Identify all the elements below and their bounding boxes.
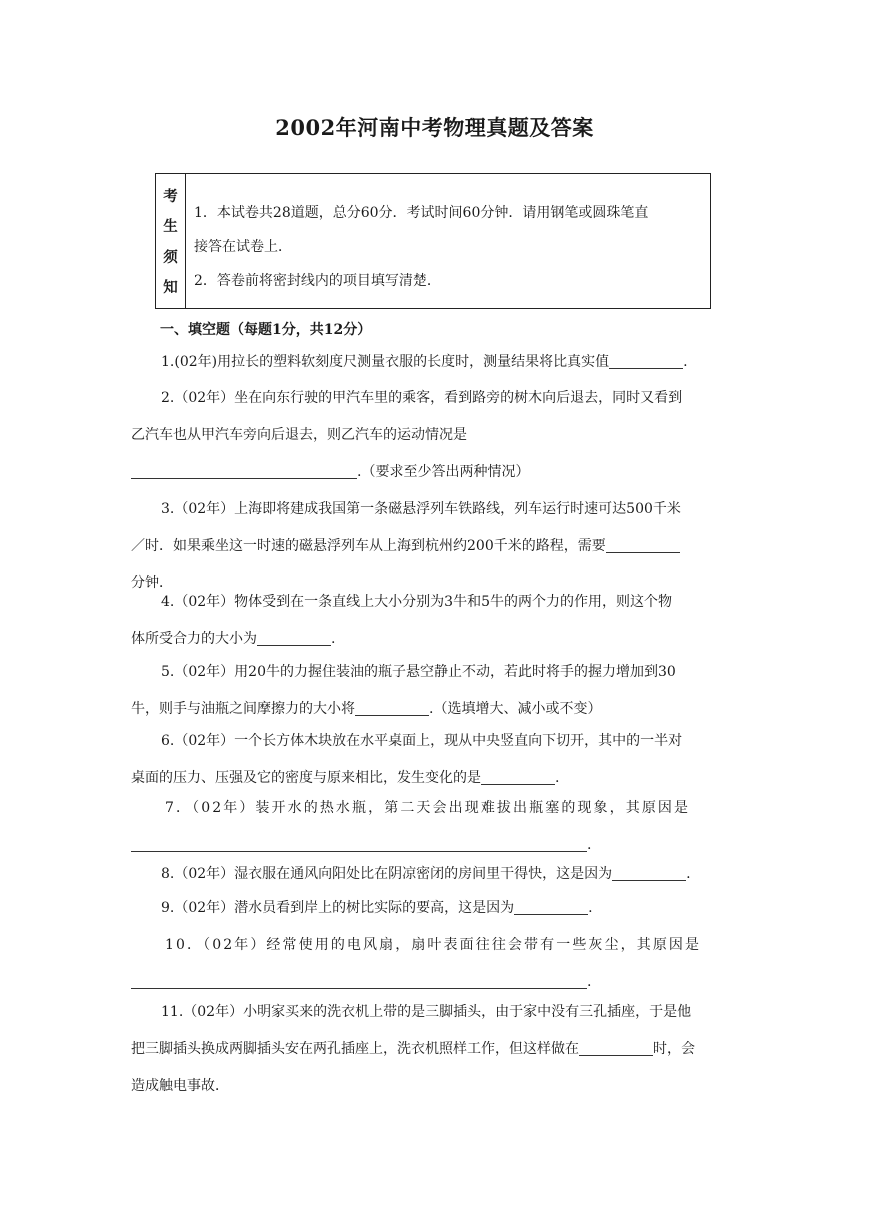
char: 退 bbox=[285, 427, 299, 443]
notice-label-char: 生 bbox=[163, 218, 178, 236]
question-text: 桌面的压力、压强及它的密度与原来相比，发生变化的是 bbox=[131, 770, 481, 786]
answer-blank[interactable] bbox=[481, 768, 555, 785]
question-text: . bbox=[587, 837, 592, 853]
question-text: 9.（02年）潜水员看到岸上的树比实际的要高，这是因为 bbox=[161, 900, 515, 916]
char: 车 bbox=[159, 427, 173, 443]
answer-blank[interactable] bbox=[257, 629, 331, 646]
question-text: 11.（02年）小明家买来的洗衣机上带的是三脚插头，由于家中没有三孔插座，于是他 bbox=[161, 1004, 692, 1020]
answer-blank[interactable] bbox=[514, 898, 588, 915]
question-text: 时，会 bbox=[653, 1041, 695, 1057]
question-text: . bbox=[587, 974, 592, 990]
char: 汽 bbox=[145, 427, 159, 443]
question-text: 10．（02年）经常使用的电风扇，扇叶表面往往会带有一些灰尘，其原因是 bbox=[165, 937, 702, 953]
question-1 bbox=[131, 344, 737, 381]
question-text: 牛，则手与油瓶之间摩擦力的大小将 bbox=[131, 701, 355, 717]
question-text: . bbox=[588, 900, 593, 916]
answer-blank[interactable] bbox=[131, 835, 587, 852]
question-text: 把三脚插头换成两脚插头安在两孔插座上，洗衣机照样工作，但这样做在 bbox=[131, 1041, 579, 1057]
question-text: 体所受合力的大小为 bbox=[131, 631, 257, 647]
char: 的 bbox=[383, 427, 397, 443]
char: 旁 bbox=[243, 427, 257, 443]
question-text-spread bbox=[131, 417, 737, 454]
question-4 bbox=[131, 584, 737, 658]
char: 则 bbox=[327, 427, 341, 443]
question-text: 1.(02年)用拉长的塑料软刻度尺测量衣服的长度时，测量结果将比真实值 bbox=[161, 354, 610, 370]
question-text: ／时．如果乘坐这一时速的磁悬浮列车从上海到杭州约200千米的路程，需要 bbox=[131, 538, 606, 554]
question-text: . bbox=[331, 631, 336, 647]
answer-blank[interactable] bbox=[355, 699, 429, 716]
question-text: 4.（02年）物体受到在一条直线上大小分别为3牛和5牛的两个力的作用，则这个物 bbox=[161, 594, 672, 610]
char: 情 bbox=[425, 427, 439, 443]
char: 甲 bbox=[201, 427, 215, 443]
answer-blank[interactable] bbox=[609, 352, 683, 369]
answer-blank[interactable] bbox=[612, 864, 686, 881]
char: 后 bbox=[271, 427, 285, 443]
char: 是 bbox=[453, 427, 467, 443]
notice-item-1b: 接答在试卷上． bbox=[194, 239, 292, 255]
notice-label-char: 知 bbox=[163, 279, 178, 297]
question-11 bbox=[131, 994, 737, 1105]
char: 向 bbox=[257, 427, 271, 443]
question-text: 6.（02年）一个长方体木块放在水平桌面上，现从中央竖直向下切开，其中的一半对 bbox=[161, 733, 683, 749]
question-6 bbox=[131, 723, 737, 797]
question-7 bbox=[131, 790, 737, 864]
question-text: 7．（02年）装开水的热水瓶，第二天会出现难拔出瓶塞的现象，其原因是 bbox=[165, 800, 691, 816]
char: 动 bbox=[411, 427, 425, 443]
question-text: . bbox=[683, 354, 688, 370]
notice-label bbox=[156, 174, 186, 308]
question-text: 造成触电事故． bbox=[131, 1078, 229, 1094]
char: 汽 bbox=[355, 427, 369, 443]
question-text: 分钟． bbox=[131, 575, 173, 591]
answer-blank[interactable] bbox=[579, 1039, 653, 1056]
notice-item-2: 2．答卷前将密封线内的项目填写清楚． bbox=[194, 273, 441, 289]
notice-body bbox=[186, 174, 710, 308]
notice-label-char: 须 bbox=[163, 248, 178, 266]
section-heading: 一、填空题（每题1分，共12分） bbox=[160, 322, 372, 338]
answer-blank[interactable] bbox=[606, 536, 680, 553]
page-title: 2002年河南中考物理真题及答案 bbox=[275, 115, 594, 140]
char: 运 bbox=[397, 427, 411, 443]
question-text: .（选填增大、减小或不变） bbox=[429, 701, 602, 717]
question-8 bbox=[131, 856, 737, 893]
char: 乙 bbox=[341, 427, 355, 443]
question-text: 8.（02年）湿衣服在通风向阳处比在阴凉密闭的房间里干得快，这是因为 bbox=[161, 866, 613, 882]
question-text: . bbox=[686, 866, 691, 882]
question-text: 2.（02年）坐在向东行驶的甲汽车里的乘客，看到路旁的树木向后退去，同时又看到 bbox=[161, 390, 683, 406]
char: 况 bbox=[439, 427, 453, 443]
char: 去 bbox=[299, 427, 313, 443]
char: 汽 bbox=[215, 427, 229, 443]
candidate-notice-box bbox=[155, 173, 711, 309]
question-10 bbox=[131, 927, 737, 1001]
question-5 bbox=[131, 654, 737, 728]
notice-item-1a: 1．本试卷共28道题，总分60分．考试时间60分钟．请用钢笔或圆珠笔直 bbox=[194, 205, 649, 221]
answer-blank[interactable] bbox=[131, 972, 587, 989]
answer-blank[interactable] bbox=[131, 462, 357, 479]
question-text: 5.（02年）用20牛的力握住装油的瓶子悬空静止不动，若此时将手的握力增加到30 bbox=[161, 664, 676, 680]
char: 车 bbox=[369, 427, 383, 443]
char: 从 bbox=[187, 427, 201, 443]
char: 也 bbox=[173, 427, 187, 443]
notice-label-char: 考 bbox=[163, 187, 178, 205]
question-9 bbox=[131, 890, 737, 927]
question-text: 3.（02年）上海即将建成我国第一条磁悬浮列车铁路线，列车运行时速可达500千米 bbox=[161, 501, 681, 517]
char: ， bbox=[313, 427, 327, 443]
question-text: .（要求至少答出两种情况） bbox=[357, 464, 530, 480]
char: 车 bbox=[229, 427, 243, 443]
char: 乙 bbox=[131, 427, 145, 443]
question-2 bbox=[131, 380, 737, 491]
question-text: . bbox=[555, 770, 560, 786]
